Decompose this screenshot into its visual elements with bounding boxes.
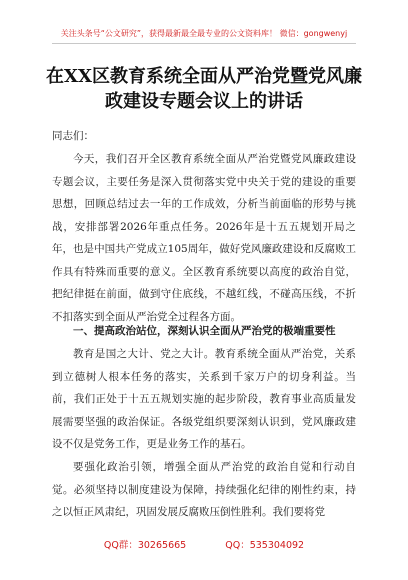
footer-contact (0, 537, 408, 551)
header-promo-note: 关注头条号“公文研究”，获得最新最全最专业的公文资料库！ 微信：gongwenyj (60, 29, 348, 38)
footer-qq-group: QQ群：30265665 (103, 540, 187, 551)
header-divider (52, 43, 356, 44)
section-heading-1: 一、提高政治站位，深刻认识全面从严治党的极端重要性 (73, 325, 336, 337)
paragraph-section1-b: 要强化政治引领，增强全面从严治党的政治自觉和行动自觉。必须坚持以制度建设为保障，持续强化纪律的刚性约束，持之以恒正风肃纪，巩固发展反腐败压倒性胜利。我们要将党 (52, 461, 356, 518)
salutation: 同志们： (52, 130, 94, 142)
paragraph-intro: 今天，我们召开全区教育系统全面从严治党暨党风廉政建设专题会议，主要任务是深入贯彻落实党中央关于党的建设的重要思想，回顾总结过去一年的工作成效，分析当前面临的形势与挑战，安排部署2026年重点任务。2026年是十五五规划开局之年，也是中国共产党成立105周年，做好党风廉政建设和反腐败工作具有特殊而重要的意义。全区教育系统要以高度的政治自觉，把纪律挺在前面，做到守住底线，不越红线，不碰高压线，不折不扣落实到全面从严治党全过程各方面。 (52, 153, 356, 323)
document-title: 在XX区教育系统全面从严治党暨党风廉政建设专题会议上的讲话 (46, 66, 362, 112)
footer-qq-number: QQ：535304092 (225, 540, 305, 551)
paragraph-section1-a: 教育是国之大计、党之大计。教育系统全面从严治党，关系到立德树人根本任务的落实，关系到千家万户的切身利益。当前，我们正处于十五五规划实施的起步阶段，教育事业高质量发展需要坚强的政治保证。各级党组织要深刻认识到，党风廉政建设不仅是党务工作，更是业务工作的基石。 (52, 348, 356, 450)
